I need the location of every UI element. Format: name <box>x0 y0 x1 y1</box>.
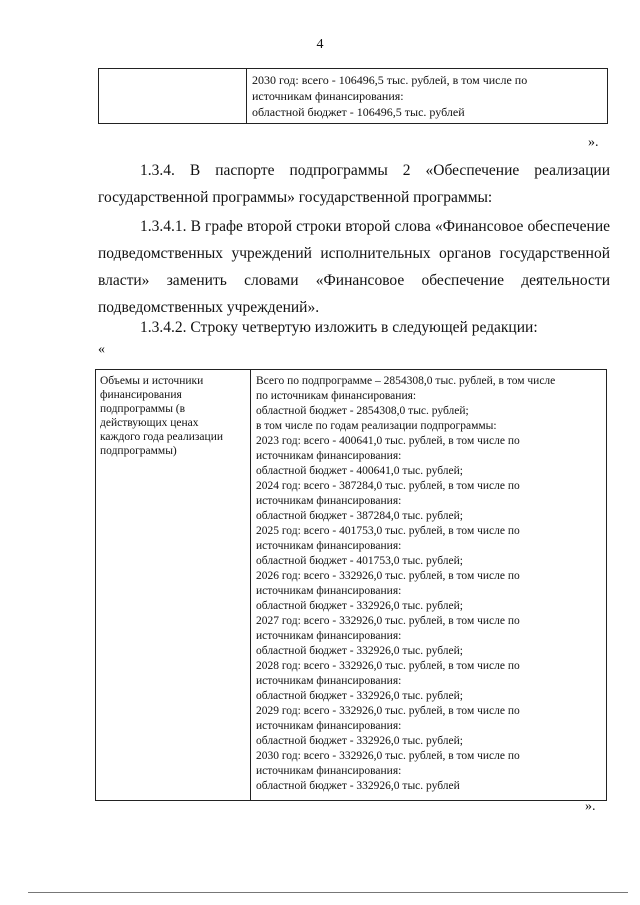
cell-line: источникам финансирования: <box>256 585 402 597</box>
table-cell-empty <box>99 69 247 124</box>
top-table <box>98 68 608 124</box>
cell-line: областной бюджет - 106496,5 тыс. рублей <box>252 105 465 119</box>
cell-line: 2030 год: всего - 106496,5 тыс. рублей, в том числе по <box>252 73 528 87</box>
cell-line: 2024 год: всего - 387284,0 тыс. рублей, в том числе по <box>256 480 520 492</box>
cell-line: в том числе по годам реализации подпрограммы: <box>256 420 497 432</box>
cell-line: источникам финансирования: <box>256 630 402 642</box>
cell-line: 2028 год: всего - 332926,0 тыс. рублей, в том числе по <box>256 660 520 672</box>
paragraph-line: подведомственных учреждений». <box>98 299 320 316</box>
cell-line: источникам финансирования: <box>256 495 402 507</box>
paragraph-1-3-4-1 <box>98 213 610 321</box>
cell-line: областной бюджет - 332926,0 тыс. рублей <box>256 780 460 792</box>
cell-line: 2029 год: всего - 332926,0 тыс. рублей, в том числе по <box>256 705 520 717</box>
cell-line: источникам финансирования: <box>256 540 402 552</box>
cell-line: источникам финансирования: <box>252 89 404 103</box>
table-cell-label <box>96 370 251 801</box>
table-cell-financing-2030 <box>247 69 608 124</box>
paragraph-line: власти» заменить словами «Финансовое обеспечение деятельности <box>98 272 610 289</box>
opening-quote: « <box>98 342 105 357</box>
cell-line: 2023 год: всего - 400641,0 тыс. рублей, в том числе по <box>256 435 520 447</box>
cell-line: финансирования <box>100 389 182 401</box>
cell-line: областной бюджет - 332926,0 тыс. рублей; <box>256 735 463 747</box>
cell-line: подпрограммы (в <box>100 403 186 415</box>
cell-line: Всего по подпрограмме – 2854308,0 тыс. рублей, в том числе <box>256 375 556 387</box>
page-bottom-rule <box>28 892 628 893</box>
cell-line: 2027 год: всего - 332926,0 тыс. рублей, в том числе по <box>256 615 520 627</box>
paragraph-1-3-4-2: 1.3.4.2. Строку четвертую изложить в следующей редакции: <box>140 319 538 336</box>
cell-line: областной бюджет - 401753,0 тыс. рублей; <box>256 555 463 567</box>
cell-line: областной бюджет - 387284,0 тыс. рублей; <box>256 510 463 522</box>
cell-line: областной бюджет - 332926,0 тыс. рублей; <box>256 690 463 702</box>
cell-line: по источникам финансирования: <box>256 390 417 402</box>
table-cell-financing-values <box>251 370 607 801</box>
cell-line: 2030 год: всего - 332926,0 тыс. рублей, в том числе по <box>256 750 520 762</box>
paragraph-line: подведомственных учреждений исполнительных органов государственной <box>98 245 610 262</box>
closing-quote: ». <box>588 135 599 150</box>
cell-line: каждого года реализации <box>100 431 224 443</box>
paragraph-1-3-4 <box>98 157 610 211</box>
paragraph-line: 1.3.4. В паспорте подпрограммы 2 «Обеспечение реализации <box>140 162 610 179</box>
cell-line: областной бюджет - 332926,0 тыс. рублей; <box>256 600 463 612</box>
table-row <box>96 370 607 801</box>
cell-line: областной бюджет - 2854308,0 тыс. рублей; <box>256 405 469 417</box>
cell-line: действующих ценах <box>100 417 199 429</box>
cell-line: областной бюджет - 400641,0 тыс. рублей; <box>256 465 463 477</box>
table-row <box>99 69 608 124</box>
paragraph-line: 1.3.4.1. В графе второй строки второй слова «Финансовое обеспечение <box>140 218 610 235</box>
cell-line: 2025 год: всего - 401753,0 тыс. рублей, в том числе по <box>256 525 520 537</box>
cell-line: источникам финансирования: <box>256 765 402 777</box>
cell-line: 2026 год: всего - 332926,0 тыс. рублей, в том числе по <box>256 570 520 582</box>
cell-line: источникам финансирования: <box>256 675 402 687</box>
cell-line: областной бюджет - 332926,0 тыс. рублей; <box>256 645 463 657</box>
closing-quote-2: ». <box>585 799 596 814</box>
cell-line: источникам финансирования: <box>256 450 402 462</box>
cell-line: подпрограммы) <box>100 445 177 457</box>
paragraph-line: государственной программы» государственной программы: <box>98 189 493 206</box>
cell-line: Объемы и источники <box>100 375 204 387</box>
cell-line: источникам финансирования: <box>256 720 402 732</box>
page-number: 4 <box>316 37 324 52</box>
subprogram-financing-table <box>95 369 607 801</box>
